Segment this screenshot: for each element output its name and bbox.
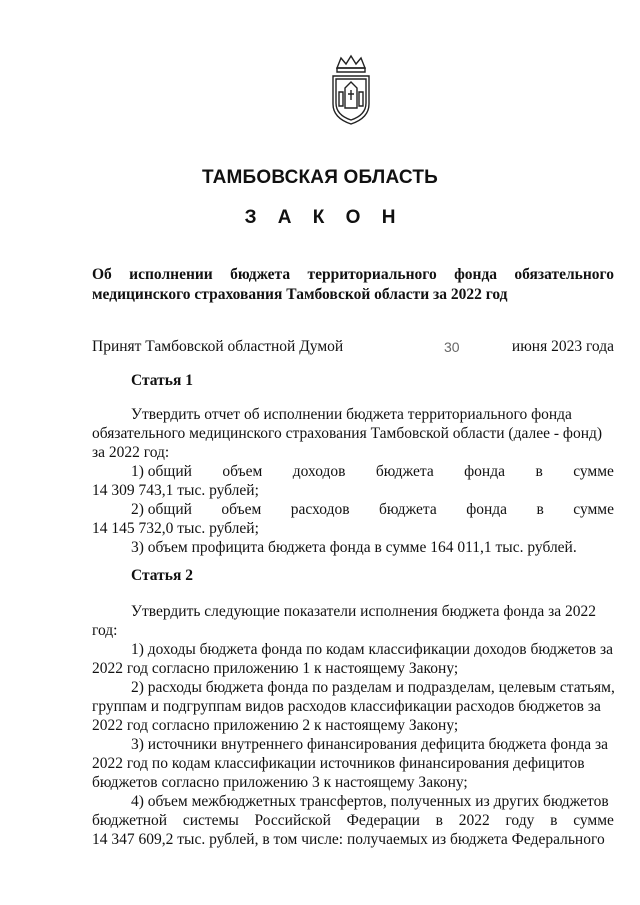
adoption-month-year: июня 2023 года bbox=[511, 338, 614, 355]
article-2-heading: Статья 2 bbox=[131, 567, 193, 584]
region-name: ТАМБОВСКАЯ ОБЛАСТЬ bbox=[201, 167, 439, 188]
adoption-label: Принят Тамбовской областной Думой bbox=[92, 338, 344, 355]
article-2-item-2: 2) расходы бюджета фонда по разделам и подразделам, целевым статьям, bbox=[131, 679, 615, 696]
title-line-2: медицинского страхования Тамбовской области за 2022 год bbox=[92, 286, 508, 303]
article-1-body: Утвердить отчет об исполнении бюджета территориального фонда обязательного медицинского страхования Тамбовской области (далее - фонд) за 2022 год: 1) общий объем доходов бюджета фонда в сумме 14 309 743,1 тыс. рублей; 2) общий объем расходов бюджета фонда в сумме 14 145 732,0 тыс. рублей; 3) объем профицита бюджета фонда в сумме 164 011,1 тыс. рублей. bbox=[92, 406, 614, 556]
title-line-1: Об исполнении бюджета территориального фонда обязательного bbox=[92, 266, 614, 283]
article-1-item-1: 1) общий объем доходов бюджета фонда в сумме bbox=[131, 463, 614, 480]
article-2-item-4: 4) объем межбюджетных трансфертов, полученных из других бюджетов bbox=[131, 793, 609, 810]
document-type: З А К О Н bbox=[244, 207, 404, 228]
article-1-item-3: 3) объем профицита бюджета фонда в сумме 164 011,1 тыс. рублей. bbox=[131, 539, 577, 556]
article-2-item-1: 1) доходы бюджета фонда по кодам классификации доходов бюджетов за bbox=[131, 641, 613, 658]
article-1-item-2: 2) общий объем расходов бюджета фонда в сумме bbox=[131, 501, 614, 518]
article-2-body: Утвердить следующие показатели исполнения бюджета фонда за 2022 год: 1) доходы бюджета фонда по кодам классификации доходов бюджетов за 2022 год согласно приложению 1 к настоящему Закону; 2) расходы бюджета фонда по разделам и подразделам, целевым статьям, группам и подгруппам видов расходов классификации расходов бюджетов за 2022 год согласно приложению 2 к настоящему Закону; 3) источники внутреннего финансирования дефицита бюджета фонда за 2022 год по кодам классификации источников финансирования дефицитов бюджетов согласно приложению 3 к настоящему Закону; 4) объем межбюджетных трансфертов, полученных из других бюджетов бюджетной системы Российской Федерации в 2022 году в сумме 14 347 609,2 тыс. рублей, в том числе: получаемых из бюджета Федерального bbox=[92, 603, 615, 848]
adoption-day: 30 bbox=[444, 339, 460, 355]
article-1-heading: Статья 1 bbox=[131, 372, 193, 389]
article-2-item-3: 3) источники внутреннего финансирования дефицита бюджета фонда за bbox=[131, 736, 609, 753]
tambov-coat-of-arms-icon bbox=[325, 54, 377, 126]
law-title bbox=[92, 265, 614, 305]
